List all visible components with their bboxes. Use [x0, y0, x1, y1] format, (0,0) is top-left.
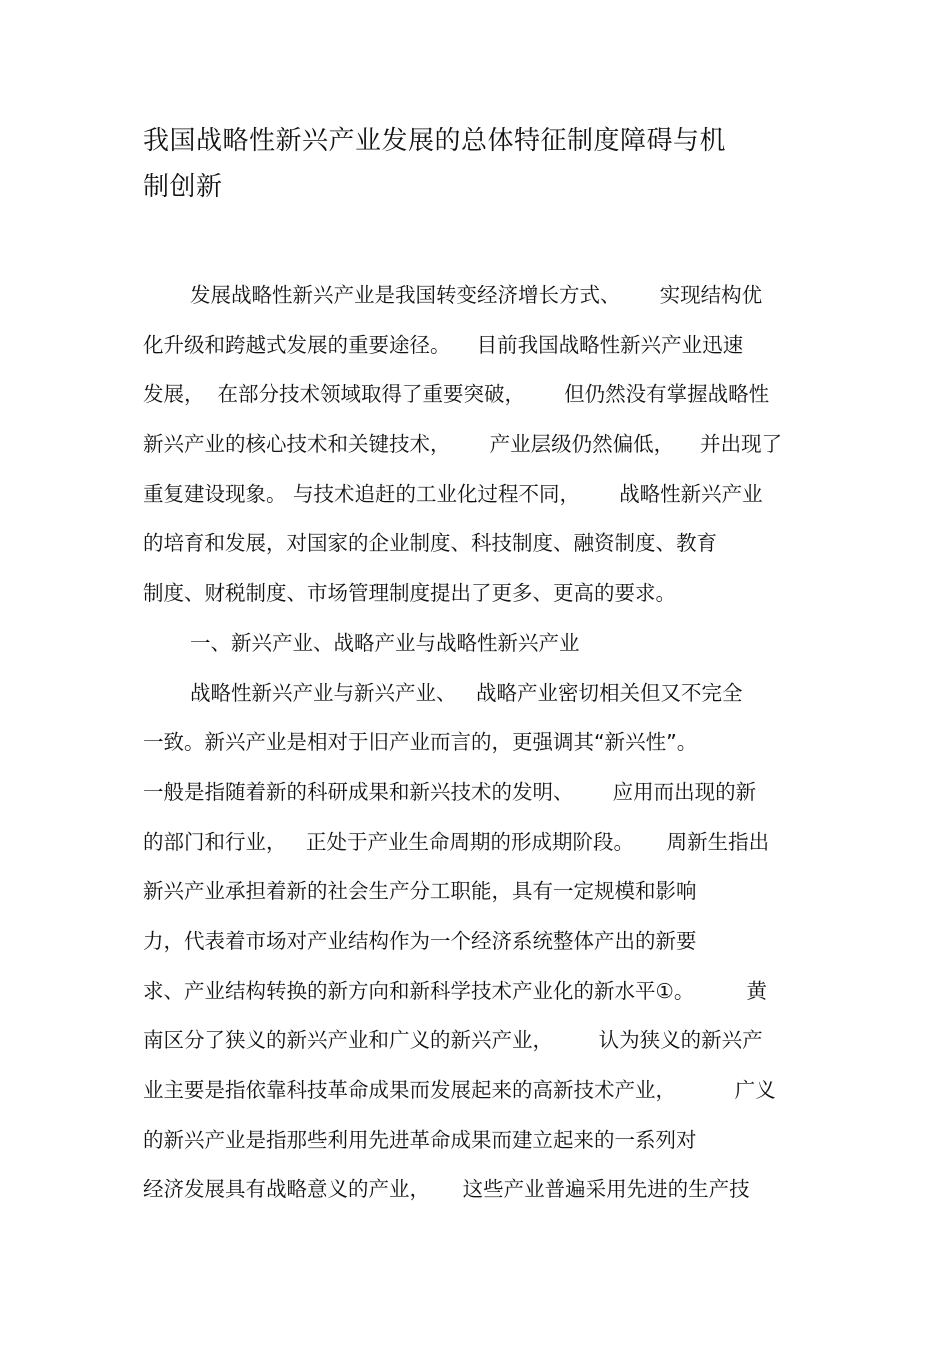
paragraph-line: 发展， 在部分技术领域取得了重要突破， 但仍然没有掌握战略性: [143, 382, 770, 407]
paragraph-line: 化升级和跨越式发展的重要途径。 目前我国战略性新兴产业迅速: [143, 332, 744, 357]
title-line-1: 我国战略性新兴产业发展的总体特征制度障碍与机: [143, 126, 727, 156]
title-line-2: 制创新: [143, 172, 223, 202]
paragraph-line: 一般是指随着新的科研成果和新兴技术的发明、 应用而出现的新: [143, 779, 757, 804]
paragraph-line: 发展战略性新兴产业是我国转变经济增长方式、 实现结构优: [190, 283, 763, 307]
paragraph-line: 经济发展具有战略意义的产业， 这些产业普遍采用先进的生产技: [143, 1177, 750, 1202]
section-heading: 一、新兴产业、战略产业与战略性新兴产业: [190, 630, 580, 655]
paragraph-line: 求、产业结构转换的新方向和新科学技术产业化的新水平①。 黄: [143, 978, 768, 1003]
paragraph-line: 南区分了狭义的新兴产业和广义的新兴产业， 认为狭义的新兴产: [143, 1028, 763, 1053]
paragraph-line: 重复建设现象。 与技术追赶的工业化过程不同， 战略性新兴产业: [143, 481, 763, 506]
paragraph-line: 新兴产业的核心技术和关键技术， 产业层级仍然偏低， 并出现了: [143, 432, 783, 457]
paragraph-line: 制度、财税制度、市场管理制度提出了更多、更高的要求。: [143, 581, 676, 606]
paragraph-line: 新兴产业承担着新的社会生产分工职能，具有一定规模和影响: [143, 879, 697, 904]
document-body: [143, 271, 823, 1215]
document-title: [143, 118, 783, 210]
paragraph-line: 的培育和发展，对国家的企业制度、科技制度、融资制度、教育: [143, 531, 717, 556]
paragraph-line: 战略性新兴产业与新兴产业、 战略产业密切相关但又不完全: [190, 680, 743, 705]
paragraph-line: 的新兴产业是指那些利用先进革命成果而建立起来的一系列对: [143, 1127, 697, 1152]
paragraph-line: 一致。新兴产业是相对于旧产业而言的，更强调其“新兴性”。: [143, 730, 698, 755]
paragraph-line: 力，代表着市场对产业结构作为一个经济系统整体产出的新要: [143, 928, 697, 953]
paragraph-line: 业主要是指依靠科技革命成果而发展起来的高新技术产业， 广义: [143, 1078, 776, 1102]
paragraph-line: 的部门和行业， 正处于产业生命周期的形成期阶段。 周新生指出: [143, 829, 770, 854]
